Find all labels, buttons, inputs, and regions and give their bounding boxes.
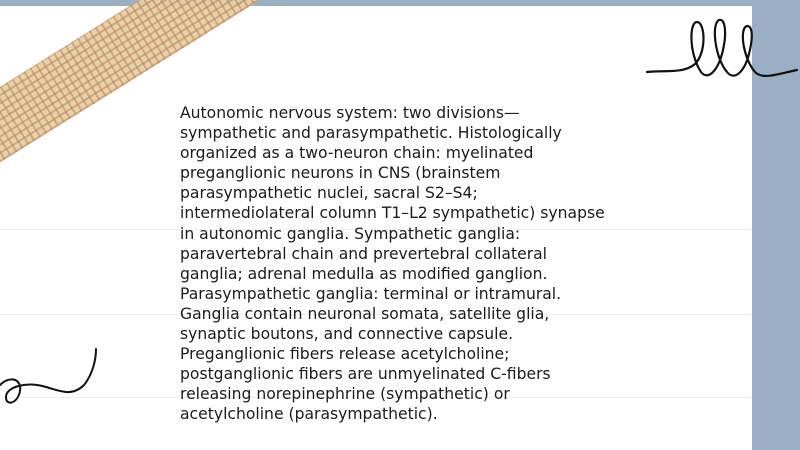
loop-squiggle-icon xyxy=(645,14,800,86)
curl-squiggle-icon xyxy=(0,345,110,425)
body-text: Autonomic nervous system: two divisions— sympathetic and parasympathetic. Histologically organized as a two-neuron chain: myelinated preganglionic neurons in CNS (brainstem parasympathetic nuclei, sacral S2–S4; intermediolateral column T1–L2 sympathetic) synapse in autonomic ganglia. Sympathetic ganglia: paravertebral chain and prevertebral collateral ganglia; adrenal medulla as modified ganglion. Parasympathetic ganglia: terminal or intramural. Ganglia contain neuronal somata, satellite glia, synaptic boutons, and connective capsule. Preganglionic fibers release acetylcholine; postganglionic fibers are unmyelinated C-fibers releasing norepinephrine (sympathetic) or acetylcholine (parasympathetic). xyxy=(180,104,605,424)
